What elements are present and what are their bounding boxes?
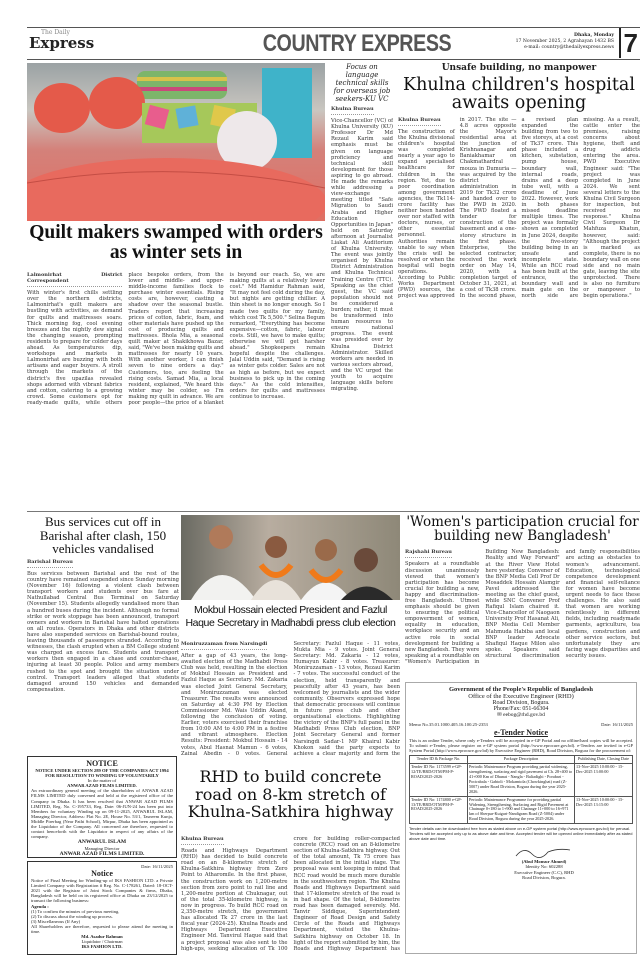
tender-dates: 13-Nov-2025 10:00:00 - 15-Dec-2025 13:15:00 (575, 796, 633, 824)
rhd-byline: Khulna Bureau (181, 836, 224, 845)
tender-row (410, 764, 633, 796)
madhabdi-byline: Moniruzzaman from Narsingdi (181, 641, 267, 650)
crowd-illustration (181, 515, 400, 600)
madhabdi-photo (181, 515, 400, 600)
agenda-item: (3) Miscellaneous (If Any) (31, 918, 81, 924)
notice-signatory: ANWARUL ISLAM (77, 839, 127, 846)
hospital-headline: Khulna children's hospital awaits opening (403, 75, 635, 114)
agenda-item: (2) To discuss about the winding up process. (31, 913, 113, 919)
notice-title: NOTICE (86, 759, 118, 768)
final-meeting-notice (27, 861, 177, 955)
date-line-1: Dhaka, Monday (573, 33, 614, 38)
tender-note-2: Tenders will be accepted only up to as above date and time. Accepted tender will be opened online immediately after as stated above date and time. (409, 830, 633, 841)
madhabdi-article (181, 641, 400, 761)
rhd-article (181, 836, 400, 954)
notice2-agenda-label: Agenda : (31, 903, 49, 909)
quilt-headline: Quilt makers swamped with orders as winter sets in (29, 222, 323, 264)
rhd-headline: RHD to build concrete road on 8-km stretch of Khulna-Satkhira highway (187, 767, 394, 821)
notice2-closing: All Shareholders are therefore, requested to please attend the meeting in time. (31, 923, 173, 935)
agenda-item: (1) To confirm the minutes of previous meeting. (31, 908, 120, 914)
notice2-body: Notice of Final Meeting for Winding-up of IKS FASHION LTD. a Private Limited Company with Registration # Reg. No. C-178261, Dated: 18-OCT-2021 with the Registrar of Joint Stock Companies & firms, Dhaka, Bangladesh will be held on its registered office at Dhaka on 23/12/2025 to transact the following business: (31, 878, 173, 904)
notice2-role: Liquidator / Chairman (81, 939, 123, 945)
tender-table (409, 755, 633, 824)
tender-date: Date: 16/11/2025 (601, 722, 633, 727)
hospital-byline: Khulna Bureau (398, 117, 441, 126)
rhd-body: Roads and Highways Department (RHD) has decided to build concrete road on an 8-kilometre stretch of Khulna-Satkhira highway from Zero Point to Atharomile. In the first phase, the construction work on 1,200-metre section from zero point to rail line and 1,200-metre portion at Chuknagar, out of the total 35-kilometre highway, is now in progress. To build RCC road on 2,350-metre stretch, the government has allocated Tk 27 crore in the last fiscal year (2024-25). Khulna Roads and Highways Department Executive Engineer Md. Tanvirul Haque said that a project proposal was also sent to the high-ups, seeking allocation of Tk 100 crore for building roller-compacted concrete (RCC) road on an 8-kilometre section of Khulna-Satkhira highway. Out of the total amount, Tk 75 crore has been allocated in the initial stage. The proposal was sent keeping in mind that RCC road would be much more durable in the southwestern region. The Khulna Roads and Highways Department said that 17-kilometre stretch of the road is in bad shape. Of the total, 8-kilometre road has been damaged severely. Md. Tanvir Siddique, Superintendent Engineer of Road Design and Safety Circle of the Roads and Highways Department, visited the Khulna-Satkhira highway on October 18. In light of the report submitted by him, the Roads and Highway Department has (181, 836, 400, 952)
bus-headline: Bus services cut off in Barishal after clash, 150 vehicles vandalised (39, 514, 167, 557)
divider (27, 511, 640, 512)
tender-email: eebog@rhd.gov.bd (503, 712, 545, 718)
notice-company-footer: ANWAR AZAD FILMS LIMITED. (59, 850, 145, 857)
hospital-kicker: Unsafe building, no manpower (441, 63, 597, 73)
notice-matter: In the matter of (87, 778, 117, 784)
page-number: 7 (619, 28, 638, 58)
section-title: COUNTRY EXPRESS (262, 30, 452, 57)
winding-up-notice (27, 756, 177, 858)
masthead (27, 27, 640, 60)
bus-article (27, 515, 179, 755)
email: e-mail: country@thedailyexpress.news (524, 45, 614, 50)
tender-dates: 13-Nov-2025 10:00:00 - 15-Dec-2025 13:00:00 (575, 764, 633, 796)
notice-body: An extraordinary general meeting of the shareholders of ANWAR AZAD FILMS LIMITED duly convened and held at the registered office of the Company in Dhaka. It has been resolved that ANWAR AZAD FILMS LIMITED, Reg. No. C-195733, Reg. Date: 06-JUN-24 has been put into Members for voluntary Winding up on 09-11-2025, ANWARUL ISLAM, Managing Director, Address: Flat No. 2E, House No. 53/1, Tasneem Kunja, Middle Pirerbag (Near Pathi School), Mirpur, Dhaka has been appointed as the Liquidator of the Company. All concerned are therefore, requested to contact henceforth with the Liquidator in respect of any affairs of the company. (31, 788, 173, 840)
tender-gov: Government of the People's Republic of Bangladesh (448, 686, 594, 693)
tender-role: Executive Engineer (C.C), RHD (514, 869, 574, 875)
notice2-date: Date: 16/11/2025 (141, 864, 173, 869)
tender-row (410, 796, 633, 824)
notice2-company: IKS FASHION LTD. (81, 944, 123, 950)
tender-identity: Identity No: 602288 (525, 864, 563, 870)
header-tender-id: Tender ID & Package No. (410, 756, 468, 764)
hospital-body: The construction of the Khulna divisional children's hospital was completed nearly a year ago to expand specialised healthcare for children in the region. Yet, due to poor coordination among government agencies, the Tk114-crore facility has neither been handed over nor staffed with doctors, nurses, or other essential personnel. Authorities remain unable to say when the crisis will be resolved or when the hospital will begin operations. According to Public Works Department (PWD) sources, the project was approved in 2017. The site — 4.8 acres opposite the Mayor's residential area at the junction of Krishnanagar and Baniakhamar on Chakmathardral mouza in Dumuria — was acquired by the district administration in 2019 for Tk32 crore and handed over to the PWD in 2020. The PWD floated a tender for construction of the basement and a one-storey structure in the first phase. Enterprise, the selected contractor, received the work order on May 14, 2020, with a completion target of October 31, 2021, at a cost of Tk38 crore. In the second phase, a revised plan expanded the building from two to five storeys, at a cost of Tk37 crore. This phase included a kitchen, substation, pump house, boundary wall, internal roads, drains and a deep tube well, with a deadline of June 2022. However, work in both phases missed deadline multiple times. The project was formally shown as completed in June 2024, despite the five-storey building being in an unsafe and incomplete state. While an RCC road has been built at the entrance, the boundary wall and main gate on the north side are missing. As a result, cattle enter the premises, raising concerns about hygiene, theft and drug addicts entering the area. PWD Executive Engineer said: "The project was completed in June 2024. We sent several letters to the Khulna Civil Surgeon for inspection, but received no response." Khulna Civil Surgeon Dr Mahfuza Khatun, however, said: "Although the project is marked as complete, there is no boundary wall on one side and no main gate, leaving the site unprotected. There is also no furniture or manpower to begin operations." (398, 116, 640, 300)
ku-byline: Khulna Bureau (331, 106, 374, 115)
women-headline: 'Women's participation crucial for building new Bangladesh' (406, 514, 639, 545)
tender-title: e-Tender Notice (494, 728, 548, 737)
header-dates: Publishing Date, Closing Date (575, 756, 633, 764)
tender-intro: This is an online Tender, where only e-Tenders will be accepted in e-GP Portal and no offline/hard copies will be accepted. To submit e-Tender, please register on e-GP system portal (http://www.eprocure.gov.bd). e-Tenders are invited in e-GP System Portal (http://www.eprocure.gov.bd) by Executive Engineer (RHD), Road Division, Bogura for the procurement of: (409, 738, 633, 754)
email-icon: ✉ (497, 712, 504, 718)
ku-article (331, 63, 393, 510)
tender-sign-division: Road Division, Bogura. (522, 875, 566, 881)
logo-main: Express (29, 34, 95, 52)
tender-phone: Phone/Fax: 051-66304 (493, 706, 549, 712)
signature (514, 846, 574, 858)
tender-signatory: (Abul Monsur Ahmed) (521, 858, 567, 864)
tender-desc: Periodic Maintenance Programme for providing partial Widening, Strengthening, Surfacing and Rigid Pavement at Chainage 0+180 to 1+900 and Chainage 11+000 to 16+971 km of Sherpur-Kuigari-Nandigram Road (Z-5004) under Road Division, Bogura during the year 2025-2026. (467, 796, 574, 824)
tender-desc: Periodic Maintenance Program providing partial widening, strengthening, surfacing and rigid pavement at Ch. 28+400 to 41+000 Km of Dhunat - Nangla - Baliadighi - Porabari - Pocirabala - Gabtoli - Mokamtola (Chowkinghat) road (Z-5007) under Road Division, Bogura during the year 2025-2026. (467, 764, 574, 796)
tender-table-header (410, 756, 633, 764)
date-block (516, 33, 614, 51)
hospital-article (398, 63, 640, 510)
tender-note-1: Tender details can be downloaded free from as stated above on e-GP system portal (http://www.eprocure.gov.bd) for perusal. (409, 826, 631, 832)
quilt-body: With winter's first chills settling over the northern districts, Lalmonirhat's quilt makers are bustling with activities, as demand for quilts and mattresses soars. Thick morning fog, cool evening breezes and the nightly dew signal the changing season, prompting residents to prepare for colder days ahead. As temperatures dip, workshops and markets in Lalmonirhat are buzzing with both artisans and eager buyers. A stroll through the markets of the district's five upazilas revealed shops adorned with vibrant fabrics and cotton, catering to a growing crowd. Some customers opt for ready-made quilts, while others place bespoke orders, from the lower and middle- and upper-middle-income families flock to purchase winter essentials. Rising costs are, however, casting a shadow over the seasonal bustle. Traders report that increasing prices of cotton, fabric, foam, and other materials have pushed up the cost of producing quilts and mattresses. Bhola Mia, a seasonal quilt maker at Shakikhowa Bazar, said, "We've been making quilts and mattresses for nearly 10 years. With another worker, I can finish seven to nine orders a day." Customers, too, are feeling the rising costs. Samad Mia, a local resident, explained, "We heard this winter may be colder, so I'm making my quilt in advance. We are poor people—the price of a blanket is beyond our reach. So, we are making quilts at a relatively lower cost." Md Hamidur Rahman said, "It may not feel cold during the day, but nights are getting chillier. A thin sheet is no longer enough. So I made two quilts for my family, which cost Tk 5,500." Selina Begum remarked, "Everything has become expensive—cotton, fabric, labour costs. Still, we have to make quilts; otherwise we will get harsher ahead." Shopkeepers remain hopeful despite the challenges. Jalal Uddin said, "Demand is rising as winter gets colder. Sales are not as high as before, but we expect business to pick up in the coming days." As the cold intensifies, orders for quilts and mattresses continue to increase. (27, 272, 325, 406)
quilt-illustration (27, 63, 325, 221)
tender-office: Office of the Executive Engineer (RHD) (468, 693, 574, 700)
bus-byline: Barishal Bureau (27, 559, 73, 568)
notice-role: Managing Director (84, 845, 120, 851)
header-description: Package Description (467, 756, 574, 764)
notice-company: ANWAR AZAD FILMS LIMITED. (67, 783, 137, 789)
tender-memo: Memo No.35.01.1000.405.16.100.25-2353 (409, 722, 488, 727)
ku-body: Vice-Chancellor (VC) of Khulna University (KU) Professor Dr Md Rezaul Karim said emphasis must be given on language proficiency and technical skill development for those aspiring to go abroad. He made the remarks while addressing a view-exchange meeting titled "Safe Migration to Saudi Arabia and Higher Education Opportunities in Japan" held on Saturday afternoon at Journalist Liakat Ali Auditorium of Khulna University. The event was jointly organised by Khulna District Administration and Khulna Technical Training Centre (TTC). Speaking as the chief guest, the VC said population should not be considered a burden; rather, it must be transformed into human resources to ensure national progress. The event was presided over by Khulna District Administrator. Skilled workers are needed in various sectors abroad, and the VC urged the youth to acquire language skills before migrating. (331, 118, 393, 393)
notice2-title: Notice (91, 869, 113, 879)
notice2-signatory: Md. Asadur Rahman (81, 934, 123, 940)
logo (29, 30, 94, 51)
madhabdi-body: After a gap of 43 years, the long-awaited election of the Madhabdi Press Club was held, resulting in the election of Mokbul Hossain as President and Fazlul Haque as Secretary. Md. Zakaria was elected Joint General Secretary, and Moniruzzaman was elected Treasurer. The results were announced on Saturday at 4:30 PM by Election Commissioner Md. Wais Uddin Akand, following the conclusion of voting. Earlier, voters exercised their franchise from 10:00 AM to 4:00 PM in a festive and vibrant atmosphere. Election Results: President: Mokbul Hossain - 14 votes, Abul Hasnat Mamun - 6 votes, Zainal Abedin - 0 votes. General Secretary: Fazlul Haque - 11 votes, Mukta Mia - 9 votes. Joint General Secretary: Md. Zakaria - 12 votes, Humayun Kabir - 8 votes. Treasurer: Moniruzzaman - 13 votes, Rezaul Karim - 7 votes. The successful conduct of the election, held transparently and peacefully after 43 years, has been welcomed by journalists and the wider community. Observers expressed hope that democratic processes will continue in future press club and other organisational elections. Highlighting the victory of the BNP's full panel in the Madhabdi Press Club election, BNP Joint Secretary General and former Narsingdi Sadar-1 MP Khairul Kabir Khokon said the party expects to achieve a clear majority and form the (181, 641, 400, 757)
women-body: Speakers at a roundtable discussion unanimously viewed that women's participation has become crucial for building a new, happy and discrimination-free Bangladesh. Utmost emphasis should be given to ensuring the political empowerment of women, equality in education, workplace security and an active role in social development for building a new Bangladesh. They were speaking at a roundtable on "Women's Participation in Building New Bangladesh: Reality and Way Forward" at the River View Hotel here yesterday. Convener of the BNP Media Cell Prof Dr Mosaddek Hossain Alamgir Pavel addressed the meeting as the chief guest, while SNC Convener Prof Rafiqul Islam chaired it. Vice-Chancellor of Naogaon University Prof Hasanat Ali, BNP Media Cell Member Mahmuda Habiba and local BNP leader Advocate Shafiqul Haque Milon also spoke. Speakers said structural discrimination and family responsibilities are acting as obstacles to women's advancement. Education, technological competence development and financial self-reliance for women have become urgent needs to face these challenges. He also said that women are working relentlessly in different fields, including readymade garments, agriculture, tea gardens, construction and other service sectors, but unfortunately they are facing wage disparities and security issues. (405, 549, 640, 665)
bus-body: Bus services between Barishal and the rest of the country have remained suspended since Sunday morning (November 16) following a violent clash between transport workers and students over bus fare at Nathullabad Central Bus Terminal on Saturday (November 15). Students allegedly vandalised more than a hundred buses during the incident. Although no formal strike or work stoppage has been announced, transport owners and workers in Barishal have halted operations on all routes. Operators in Dhaka and other districts have also suspended services on Barishal-bound routes, leaving thousands of passengers stranded. According to witnesses, the clash erupted when a BM College student was charged an excess fare. Students and transport workers then engaged in a chase and counter-chase, injuring at least 30 people. Police and army members rushed to the spot and brought the situation under control. Transport leaders alleged that students damaged around 150 vehicles and demanded compensation. (27, 571, 179, 693)
madhabdi-headline: Mokbul Hossain elected President and Fazlul Haque Secretary in Madhabdi press club election (185, 604, 396, 629)
notice-subtitle: NOTICE UNDER SECTION 289 OF THE COMPANIES ACT 1994 FOR RESOLUTION TO WINDING UP VOLUNTARILY (35, 768, 169, 779)
quilt-byline: Lalmonirhat District Correspondent (27, 272, 122, 287)
quilt-article (27, 272, 325, 510)
tender-division: Road Division, Bogura. (492, 700, 550, 706)
logo-top: The Daily (41, 29, 70, 36)
tender-id: Tender ID No: 1173599 e-GP-12/TE/BRD/OTM/PM-P-ROAD/2025-2026 (410, 764, 468, 796)
women-byline: Rajshahi Bureau (405, 549, 452, 558)
ku-kicker: Focus on language technical skills for overseas job seekers-KU VC (333, 63, 391, 103)
women-article (405, 515, 640, 680)
date-line-2: 17 November 2025, 2 Agrahayan 1432 BS (515, 39, 614, 44)
tender-notice (405, 682, 637, 954)
quilt-photo (27, 63, 325, 221)
tender-id: Tender ID No: 1174800 e-GP-13/TE/BRD/OTM/PM-P-ROAD/2025-2026 (410, 796, 468, 824)
